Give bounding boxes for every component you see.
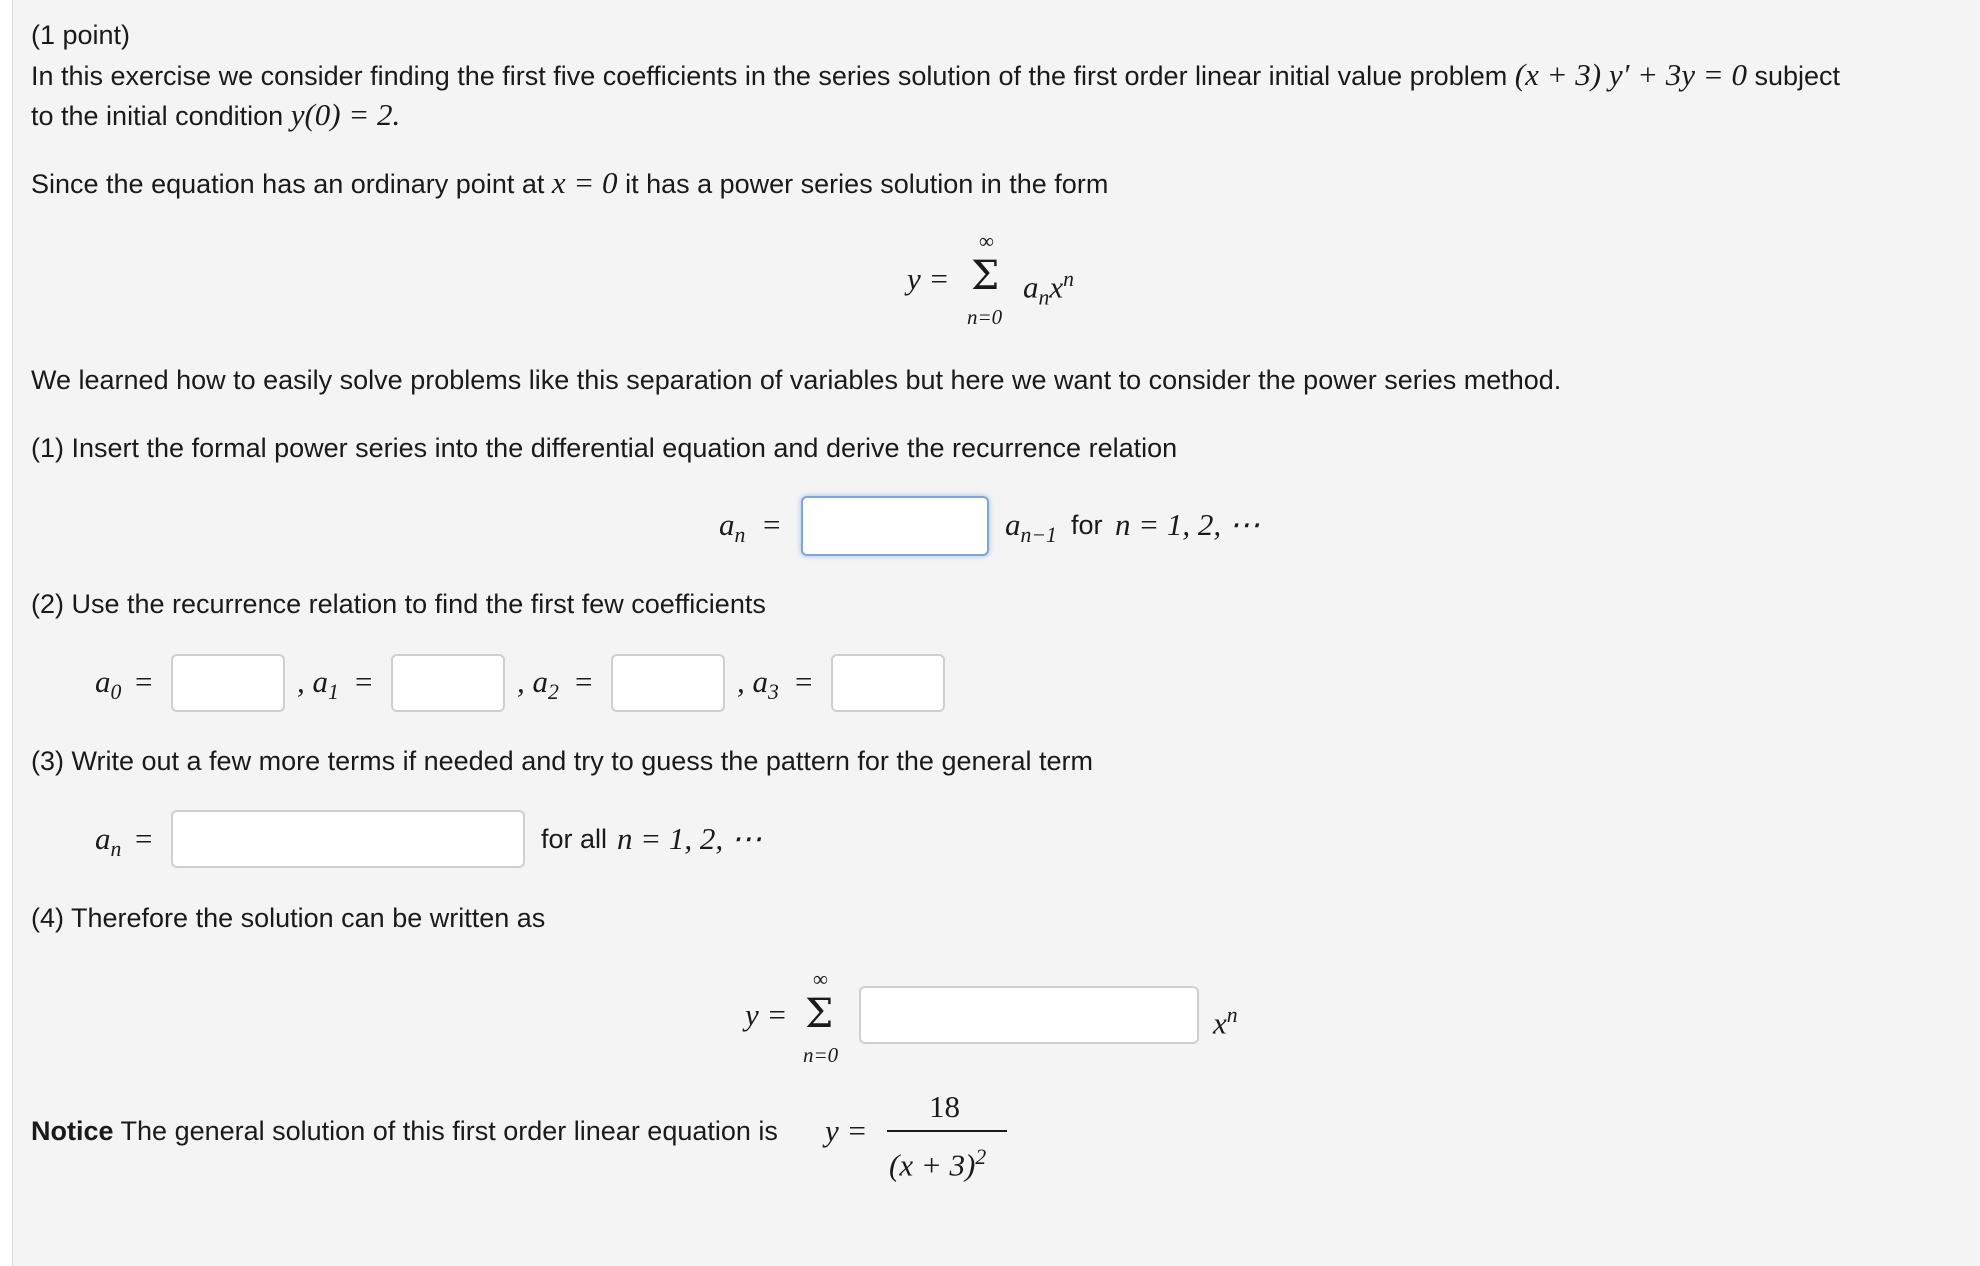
notice-lhs: y =	[825, 1113, 868, 1148]
series-coefficient-input[interactable]	[859, 986, 1199, 1044]
intro-line	[31, 58, 1840, 93]
part1-for: for	[1071, 510, 1103, 540]
a0-equals: =	[135, 664, 153, 699]
series-sigma: Σ	[971, 253, 1000, 299]
a3-label: , $a_3$	[737, 664, 779, 705]
notice-text: The general solution of this first order linear equation is	[120, 1116, 778, 1146]
a2-input[interactable]	[611, 654, 725, 712]
notice-denominator: $(x + 3)^2$	[889, 1145, 987, 1183]
part4-label: (4) Therefore the solution can be written as	[31, 903, 546, 933]
part3-label: (3) Write out a few more terms if needed and try to guess the pattern for the general term	[31, 746, 1094, 776]
ode-equation: (x + 3) y′ + 3y = 0	[1514, 57, 1747, 92]
part1-range: n = 1, 2, ⋯	[1115, 507, 1260, 542]
problem-panel	[12, 0, 1980, 1266]
part3-for-all: for all	[541, 824, 608, 854]
a1-label: , $a_1$	[297, 664, 339, 705]
separation-note: We learned how to easily solve problems like this separation of variables but here we want to consider the power series method.	[31, 365, 1562, 395]
series-term: $a_nx^n$	[1023, 267, 1074, 310]
a3-equals: =	[795, 664, 813, 699]
part3-range: n = 1, 2, ⋯	[617, 821, 762, 856]
notice-fraction-bar	[887, 1130, 1007, 1132]
ordinary-point: x = 0	[551, 165, 618, 200]
part1-rhs: $a_{n-1}$	[1005, 507, 1057, 548]
a2-label: , $a_2$	[517, 664, 559, 705]
initial-condition-line	[31, 98, 400, 133]
notice-line	[31, 1114, 778, 1148]
recurrence-input[interactable]	[801, 496, 989, 556]
series-lhs: y =	[907, 261, 950, 296]
a0-input[interactable]	[171, 654, 285, 712]
subject-word: subject	[1754, 61, 1841, 91]
ic-prefix: to the initial condition	[31, 101, 284, 131]
notice-bold: Notice	[31, 1116, 114, 1146]
a3-input[interactable]	[831, 654, 945, 712]
intro-text: In this exercise we consider finding the first five coefficients in the series solution of the first order linear initial value problem	[31, 61, 1508, 91]
part4-sigma: Σ	[805, 991, 834, 1037]
ordinary-point-suffix: it has a power series solution in the form	[625, 169, 1109, 199]
part1-label: (1) Insert the formal power series into the differential equation and derive the recurrence relation	[31, 433, 1178, 463]
a0-label: $a_0$	[95, 664, 122, 705]
a1-equals: =	[355, 664, 373, 699]
part4-lower-limit: n=0	[803, 1043, 839, 1067]
part3-lhs: $a_n$	[95, 821, 122, 862]
part1-equals: =	[763, 507, 781, 542]
notice-numerator: 18	[929, 1089, 960, 1124]
part4-lhs: y =	[745, 997, 788, 1032]
series-upper-limit: ∞	[979, 229, 994, 253]
a1-input[interactable]	[391, 654, 505, 712]
part1-lhs: $a_n$	[719, 507, 746, 548]
ordinary-point-prefix: Since the equation has an ordinary point at	[31, 169, 545, 199]
part4-x-power: $x^n$	[1213, 1003, 1238, 1041]
initial-condition: y(0) = 2.	[290, 97, 401, 132]
general-term-input[interactable]	[171, 810, 525, 868]
part4-upper-limit: ∞	[813, 967, 828, 991]
series-lower-limit: n=0	[967, 305, 1003, 329]
a2-equals: =	[575, 664, 593, 699]
points-label: (1 point)	[31, 20, 131, 50]
part2-label: (2) Use the recurrence relation to find the first few coefficients	[31, 589, 766, 619]
ordinary-point-line	[31, 166, 1108, 201]
part3-equals: =	[135, 821, 153, 856]
